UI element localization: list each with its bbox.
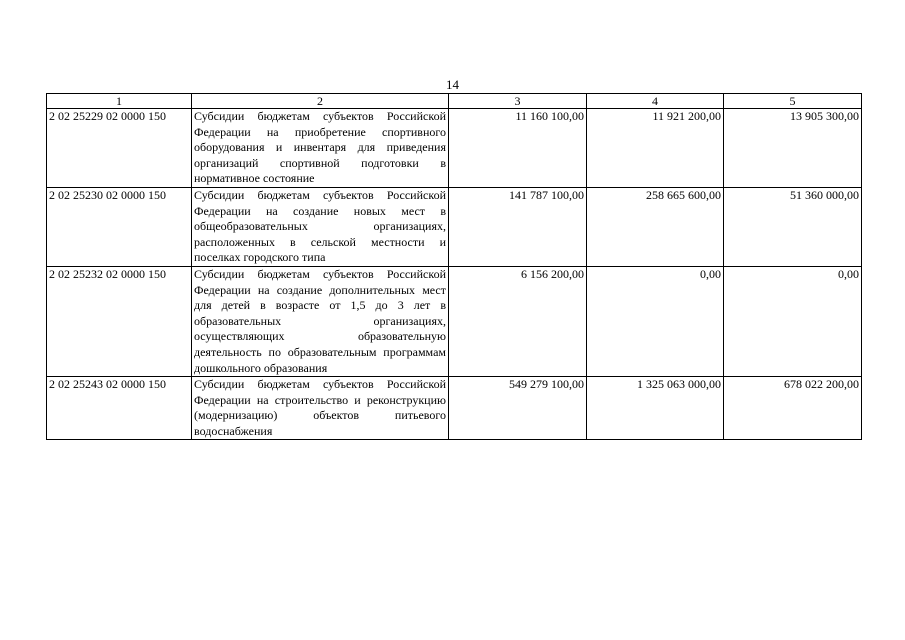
- amount-col4-cell: 258 665 600,00: [587, 187, 724, 266]
- amount-col4-cell: 0,00: [587, 266, 724, 376]
- table-header-row: [47, 94, 862, 109]
- amount-col5-cell: 0,00: [724, 266, 862, 376]
- amount-col4-cell: 1 325 063 000,00: [587, 377, 724, 440]
- amount-col5-cell: 51 360 000,00: [724, 187, 862, 266]
- column-header-4: 4: [587, 94, 724, 109]
- amount-col4-cell: 11 921 200,00: [587, 109, 724, 188]
- amount-col5-cell: 13 905 300,00: [724, 109, 862, 188]
- column-header-5: 5: [724, 94, 862, 109]
- budget-code-cell: 2 02 25243 02 0000 150: [47, 377, 192, 440]
- budget-code-cell: 2 02 25232 02 0000 150: [47, 266, 192, 376]
- column-header-3: 3: [449, 94, 587, 109]
- description-cell: Субсидии бюджетам субъектов Российской Федерации на строительство и реконструкцию (модернизацию) объектов питьевого водоснабжения: [192, 377, 449, 440]
- amount-col3-cell: 141 787 100,00: [449, 187, 587, 266]
- column-header-2: 2: [192, 94, 449, 109]
- table-row: [47, 109, 862, 188]
- table-row: [47, 187, 862, 266]
- column-header-1: 1: [47, 94, 192, 109]
- budget-code-cell: 2 02 25229 02 0000 150: [47, 109, 192, 188]
- table-row: [47, 377, 862, 440]
- description-cell: Субсидии бюджетам субъектов Российской Федерации на создание новых мест в общеобразовательных организациях, расположенных в сельской местности и поселках городского типа: [192, 187, 449, 266]
- description-cell: Субсидии бюджетам субъектов Российской Федерации на приобретение спортивного оборудования и инвентаря для приведения организаций спортивной подготовки в нормативное состояние: [192, 109, 449, 188]
- amount-col3-cell: 11 160 100,00: [449, 109, 587, 188]
- amount-col3-cell: 549 279 100,00: [449, 377, 587, 440]
- description-cell: Субсидии бюджетам субъектов Российской Федерации на создание дополнительных мест для детей в возрасте от 1,5 до 3 лет в образовательных организациях, осуществляющих образовательную деятельность по образовательным программам дошкольного образования: [192, 266, 449, 376]
- budget-code-cell: 2 02 25230 02 0000 150: [47, 187, 192, 266]
- table-row: [47, 266, 862, 376]
- amount-col3-cell: 6 156 200,00: [449, 266, 587, 376]
- budget-table: [46, 93, 862, 440]
- amount-col5-cell: 678 022 200,00: [724, 377, 862, 440]
- page-number: 14: [446, 77, 459, 92]
